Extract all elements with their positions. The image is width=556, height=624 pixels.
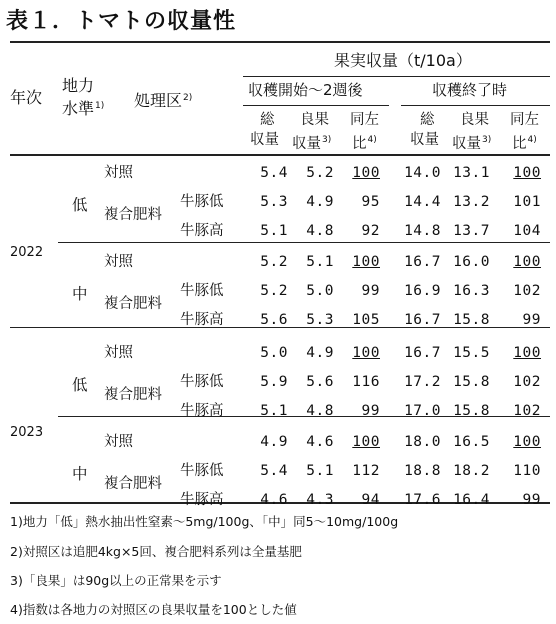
period2-rule xyxy=(401,105,550,106)
cell-r1: 100 xyxy=(352,345,380,361)
year-label: 2022 xyxy=(10,245,44,260)
cell-r1: 99 xyxy=(361,403,380,419)
cell-t1: 5.3 xyxy=(260,194,288,210)
header-good-1: 良果 xyxy=(300,112,329,128)
header-ratio-1: 同左 xyxy=(510,112,539,128)
cell-t1: 4.6 xyxy=(260,492,288,508)
subtreatment-label: 牛豚低 xyxy=(180,463,224,479)
header-bottom-rule xyxy=(10,154,550,156)
cell-g2: 15.8 xyxy=(453,312,490,328)
cell-g1: 4.3 xyxy=(306,492,334,508)
cell-r1: 116 xyxy=(352,374,380,390)
cell-g2: 16.0 xyxy=(453,254,490,270)
cell-r2: 100 xyxy=(513,254,541,270)
cell-t2: 14.0 xyxy=(404,165,441,181)
soil-footnote-mark: 1) xyxy=(95,101,105,111)
cell-t2: 18.0 xyxy=(404,434,441,450)
footnote-2: 2)対照区は追肥4kg×5回、複合肥料系列は全量基肥 xyxy=(10,544,302,559)
cell-g2: 13.2 xyxy=(453,194,490,210)
header-period1: 収穫開始～2週後 xyxy=(248,81,363,99)
subtreatment-label: 牛豚高 xyxy=(180,312,224,328)
soil-level-label: 中 xyxy=(72,284,88,303)
cell-g1: 5.6 xyxy=(306,374,334,390)
cell-t1: 5.4 xyxy=(260,165,288,181)
cell-t2: 16.9 xyxy=(404,283,441,299)
cell-g1: 4.9 xyxy=(306,345,334,361)
footnote-1: 1)地力「低」熱水抽出性窒素～5mg/100g、「中」同5～10mg/100g xyxy=(10,514,399,529)
treatment-footnote-mark: 2) xyxy=(183,93,193,103)
cell-t1: 5.0 xyxy=(260,345,288,361)
cell-r2: 99 xyxy=(522,492,541,508)
header-good-2: 収量$^{3)}$ xyxy=(292,135,332,152)
cell-r1: 99 xyxy=(361,283,380,299)
cell-r1: 112 xyxy=(352,463,380,479)
cell-t2: 16.7 xyxy=(404,254,441,270)
cell-t2: 16.7 xyxy=(404,312,441,328)
cell-r1: 95 xyxy=(361,194,380,210)
cell-g2: 18.2 xyxy=(453,463,490,479)
cell-t2: 16.7 xyxy=(404,345,441,361)
cell-t1: 5.1 xyxy=(260,223,288,239)
header-yield-group: 果実収量（t/10a） xyxy=(334,51,472,70)
treatment-label: 対照 xyxy=(104,254,133,270)
yield-group-rule xyxy=(243,76,550,77)
treatment-label: 対照 xyxy=(104,434,133,450)
cell-r2: 100 xyxy=(513,434,541,450)
ratio-footnote-mark: 4) xyxy=(367,135,377,145)
cell-r1: 100 xyxy=(352,434,380,450)
cell-g1: 5.0 xyxy=(306,283,334,299)
treatment-label: 複合肥料 xyxy=(104,386,162,403)
cell-r2: 110 xyxy=(513,463,541,479)
cell-t2: 14.8 xyxy=(404,223,441,239)
footnote-3: 3)「良果」は90g以上の正常果を示す xyxy=(10,573,222,588)
header-total-2: 収量 xyxy=(250,132,279,148)
ratio-footnote-mark: 4) xyxy=(527,135,537,145)
header-soil-line2: 水準$^{1)}$ xyxy=(62,99,105,118)
cell-r2: 99 xyxy=(522,312,541,328)
treatment-label: 複合肥料 xyxy=(104,475,162,492)
header-period2: 収穫終了時 xyxy=(432,81,508,99)
cell-t2: 17.2 xyxy=(404,374,441,390)
cell-g1: 4.8 xyxy=(306,403,334,419)
cell-r1: 100 xyxy=(352,165,380,181)
cell-r2: 100 xyxy=(513,345,541,361)
cell-r2: 100 xyxy=(513,165,541,181)
subtreatment-label: 牛豚低 xyxy=(180,374,224,390)
subtreatment-label: 牛豚高 xyxy=(180,223,224,239)
soil-level-label: 低 xyxy=(72,195,88,214)
cell-g1: 4.6 xyxy=(306,434,334,450)
header-total-1: 総 xyxy=(260,112,275,128)
header-total-2: 収量 xyxy=(410,132,439,148)
cell-g2: 15.5 xyxy=(453,345,490,361)
subtreatment-label: 牛豚高 xyxy=(180,492,224,508)
footnote-4: 4)指数は各地力の対照区の良果収量を100とした値 xyxy=(10,602,297,617)
cell-t1: 5.2 xyxy=(260,283,288,299)
header-treatment: 処理区$^{2)}$ xyxy=(134,91,193,110)
treatment-label: 複合肥料 xyxy=(104,295,162,312)
cell-g2: 16.4 xyxy=(453,492,490,508)
cell-t2: 17.0 xyxy=(404,403,441,419)
header-good-1: 良果 xyxy=(460,112,489,128)
header-soil-line1: 地力 xyxy=(62,76,95,95)
cell-r1: 105 xyxy=(352,312,380,328)
cell-g2: 15.8 xyxy=(453,403,490,419)
cell-t1: 5.4 xyxy=(260,463,288,479)
header-year: 年次 xyxy=(10,88,43,107)
cell-t1: 5.6 xyxy=(260,312,288,328)
cell-r2: 104 xyxy=(513,223,541,239)
cell-g2: 15.8 xyxy=(453,374,490,390)
table-title: 表１．トマトの収量性 xyxy=(6,9,237,34)
header-good-2: 収量$^{3)}$ xyxy=(452,135,492,152)
cell-g1: 4.9 xyxy=(306,194,334,210)
header-ratio-2: 比$^{4)}$ xyxy=(352,135,377,152)
subtreatment-label: 牛豚低 xyxy=(180,283,224,299)
top-rule xyxy=(10,41,550,43)
cell-g1: 5.1 xyxy=(306,254,334,270)
cell-t2: 14.4 xyxy=(404,194,441,210)
header-ratio-2: 比$^{4)}$ xyxy=(512,135,537,152)
cell-g2: 13.7 xyxy=(453,223,490,239)
header-ratio-1: 同左 xyxy=(350,112,379,128)
cell-r2: 102 xyxy=(513,283,541,299)
cell-g1: 5.2 xyxy=(306,165,334,181)
cell-g2: 16.5 xyxy=(453,434,490,450)
cell-t2: 18.8 xyxy=(404,463,441,479)
soil-level-label: 中 xyxy=(72,464,88,483)
cell-g1: 5.3 xyxy=(306,312,334,328)
cell-r2: 101 xyxy=(513,194,541,210)
treatment-label: 対照 xyxy=(104,165,133,181)
cell-r1: 100 xyxy=(352,254,380,270)
cell-g1: 4.8 xyxy=(306,223,334,239)
subtreatment-label: 牛豚低 xyxy=(180,194,224,210)
treatment-label: 複合肥料 xyxy=(104,206,162,223)
cell-r1: 94 xyxy=(361,492,380,508)
period1-rule xyxy=(243,105,389,106)
good-footnote-mark: 3) xyxy=(482,135,492,145)
soil-level-label: 低 xyxy=(72,375,88,394)
header-total-1: 総 xyxy=(420,112,435,128)
good-footnote-mark: 3) xyxy=(322,135,332,145)
cell-g2: 13.1 xyxy=(453,165,490,181)
cell-r2: 102 xyxy=(513,403,541,419)
cell-t1: 5.9 xyxy=(260,374,288,390)
cell-g2: 16.3 xyxy=(453,283,490,299)
cell-r2: 102 xyxy=(513,374,541,390)
year-label: 2023 xyxy=(10,425,44,440)
cell-r1: 92 xyxy=(361,223,380,239)
cell-g1: 5.1 xyxy=(306,463,334,479)
subtreatment-label: 牛豚高 xyxy=(180,403,224,419)
cell-t1: 5.1 xyxy=(260,403,288,419)
cell-t2: 17.6 xyxy=(404,492,441,508)
cell-t1: 5.2 xyxy=(260,254,288,270)
treatment-label: 対照 xyxy=(104,345,133,361)
cell-t1: 4.9 xyxy=(260,434,288,450)
